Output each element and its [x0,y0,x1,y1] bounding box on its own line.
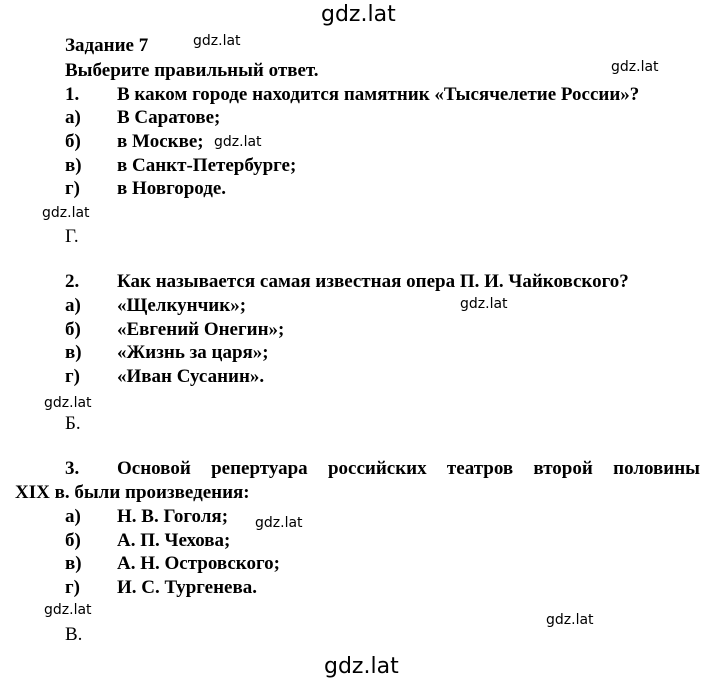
option-letter: б) [65,319,81,340]
option-text: в Санкт-Петербурге; [117,155,297,176]
question-text: Как называется самая известная опера П. И. Чайковского? [117,271,629,292]
question-text-line1: Основой репертуара российских театров второй половины [117,458,700,479]
instruction: Выберите правильный ответ. [65,60,319,81]
option-text: И. С. Тургенева. [117,577,257,598]
option-text: «Евгений Онегин»; [117,319,285,340]
option-text: в Новгороде. [117,178,227,199]
option-letter: г) [65,178,80,199]
option-text: «Щелкунчик»; [117,295,247,316]
watermark: gdz.lat [44,602,92,618]
task-title: Задание 7 [65,35,149,56]
question-text-line2: XIX в. были произведения: [15,482,250,503]
option-letter: в) [65,342,82,363]
option-text: Н. В. Гоголя; [117,506,229,527]
question-number: 2. [65,271,80,292]
option-letter: в) [65,155,82,176]
option-letter: в) [65,553,82,574]
option-text: А. П. Чехова; [117,530,231,551]
question-number: 1. [65,84,80,105]
question-text: В каком городе находится памятник «Тысячелетие России»? [117,84,640,105]
answer: Б. [65,413,81,434]
option-text: «Иван Сусанин». [117,366,265,387]
watermark-top: gdz.lat [321,2,396,27]
option-letter: г) [65,577,80,598]
watermark: gdz.lat [42,205,90,221]
option-letter: б) [65,530,81,551]
option-letter: а) [65,506,81,527]
option-text: В Саратове; [117,107,221,128]
watermark: gdz.lat [193,33,241,49]
watermark: gdz.lat [546,612,594,628]
option-letter: а) [65,295,81,316]
watermark: gdz.lat [255,515,303,531]
option-letter: г) [65,366,80,387]
answer: В. [65,624,83,645]
watermark: gdz.lat [611,59,659,75]
option-letter: а) [65,107,81,128]
answer: Г. [65,226,79,247]
question-number: 3. [65,458,80,479]
option-text: «Жизнь за царя»; [117,342,269,363]
watermark: gdz.lat [460,296,508,312]
watermark: gdz.lat [44,395,92,411]
watermark: gdz.lat [214,134,262,150]
option-text: А. Н. Островского; [117,553,280,574]
option-text: в Москве; [117,131,204,152]
option-letter: б) [65,131,81,152]
watermark-bottom: gdz.lat [324,654,399,679]
